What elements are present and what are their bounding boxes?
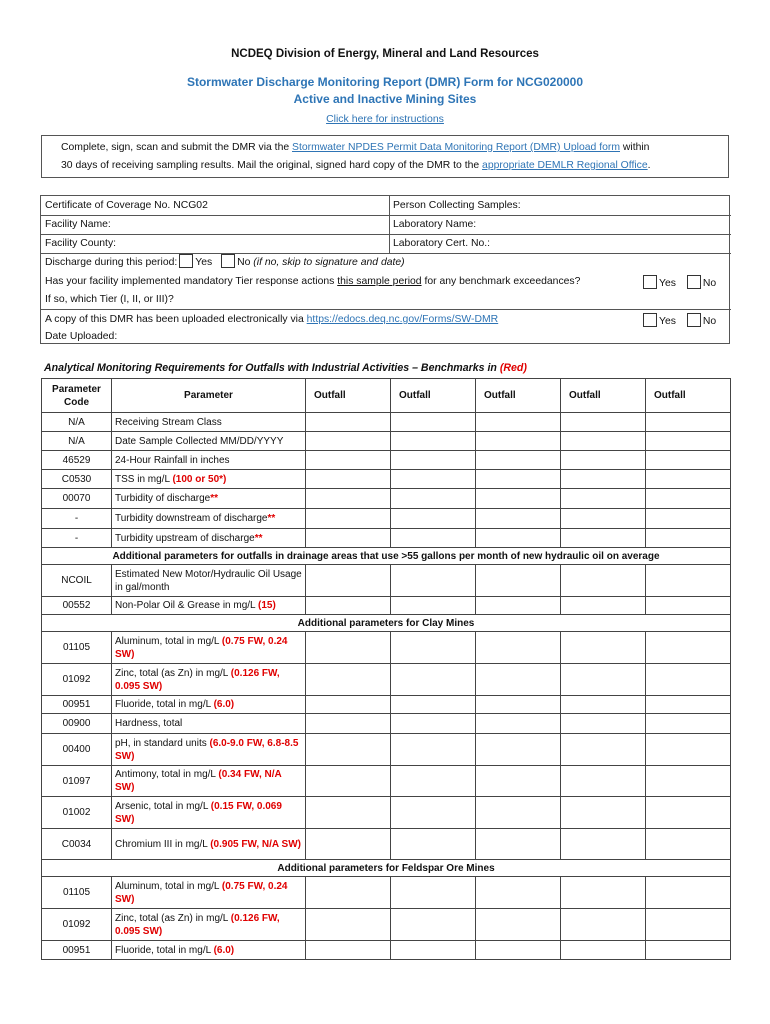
outfall-input-cell[interactable] (646, 797, 731, 829)
outfall-input-cell[interactable] (391, 696, 476, 714)
outfall-input-cell[interactable] (561, 489, 646, 509)
lab-name-field[interactable]: Laboratory Name: (389, 215, 731, 234)
instructions-link-row (0, 113, 770, 125)
outfall-input-cell[interactable] (561, 877, 646, 909)
benchmark-value: (0.905 FW, N/A SW) (210, 838, 301, 850)
outfall-input-cell[interactable] (561, 451, 646, 470)
parameter-label: Turbidity of discharge (115, 493, 211, 504)
outfall-input-cell[interactable] (391, 829, 476, 860)
table-row (42, 470, 731, 489)
parameter-name (112, 766, 306, 797)
outfall-input-cell[interactable] (476, 413, 561, 432)
outfall-input-cell[interactable] (306, 696, 391, 714)
outfall-input-cell[interactable] (476, 509, 561, 529)
facility-info-box (40, 195, 730, 344)
outfall-input-cell[interactable] (561, 941, 646, 960)
outfall-input-cell[interactable] (561, 766, 646, 797)
parameter-name (112, 714, 306, 734)
outfall-input-cell[interactable] (561, 509, 646, 529)
outfall-input-cell[interactable] (561, 529, 646, 548)
outfall-input-cell[interactable] (306, 877, 391, 909)
parameter-label: 24-Hour Rainfall in inches (115, 454, 230, 466)
parameter-name (112, 529, 306, 548)
subheading-feldspar-mines: Additional parameters for Feldspar Ore Mines (42, 860, 731, 877)
outfall-input-cell[interactable] (561, 664, 646, 696)
parameter-label: Aluminum, total in mg/L (115, 880, 222, 892)
table-row (42, 877, 731, 909)
outfall-input-cell[interactable] (646, 766, 731, 797)
outfall-input-cell[interactable] (476, 829, 561, 860)
outfall-input-cell[interactable] (391, 714, 476, 734)
upload-yes-no (641, 313, 716, 328)
parameter-name (112, 413, 306, 432)
outfall-input-cell[interactable] (476, 489, 561, 509)
outfall-input-cell[interactable] (391, 529, 476, 548)
discharge-label: Discharge during this period: (45, 257, 178, 268)
upload-text: A copy of this DMR has been uploaded electronically via (45, 314, 307, 325)
header-outfall: Outfall (476, 379, 561, 413)
outfall-input-cell[interactable] (476, 696, 561, 714)
coc-field[interactable]: Certificate of Coverage No. NCG02 (45, 200, 208, 211)
parameter-code: 46529 (42, 451, 112, 470)
outfall-input-cell[interactable] (646, 664, 731, 696)
outfall-input-cell[interactable] (391, 413, 476, 432)
header-outfall: Outfall (391, 379, 476, 413)
outfall-input-cell[interactable] (476, 877, 561, 909)
outfall-input-cell[interactable] (561, 413, 646, 432)
discharge-no-label: No (237, 257, 251, 268)
parameter-code: 01105 (42, 877, 112, 909)
parameter-name (112, 797, 306, 829)
table-row (42, 632, 731, 664)
outfall-input-cell[interactable] (476, 797, 561, 829)
outfall-input-cell[interactable] (391, 509, 476, 529)
parameter-code: 01092 (42, 664, 112, 696)
parameter-name (112, 451, 306, 470)
discharge-note: (if no, skip to signature and date) (253, 257, 405, 268)
outfall-input-cell[interactable] (391, 797, 476, 829)
parameter-label: Zinc, total (as Zn) in mg/L (115, 667, 231, 679)
header-outfall: Outfall (561, 379, 646, 413)
outfall-input-cell[interactable] (306, 941, 391, 960)
parameter-code: 00900 (42, 714, 112, 734)
subheading-feldspar-mines-row (42, 860, 731, 877)
tier-which-field[interactable]: If so, which Tier (I, II, or III)? (45, 294, 174, 305)
outfall-input-cell[interactable] (306, 829, 391, 860)
parameter-name (112, 597, 306, 615)
header-outfall: Outfall (646, 379, 731, 413)
table-row (42, 734, 731, 766)
outfall-input-cell[interactable] (306, 565, 391, 597)
tier-question-row (41, 272, 731, 291)
outfall-input-cell[interactable] (391, 734, 476, 766)
parameter-label: Turbidity upstream of discharge (115, 532, 255, 544)
upload-yes-checkbox[interactable] (643, 313, 657, 327)
dmr-upload-form-link[interactable]: Stormwater NPDES Permit Data Monitoring Report (DMR) Upload form (292, 142, 620, 153)
outfall-input-cell[interactable] (306, 597, 391, 615)
benchmark-value: (0.15 FW, 0.069 SW) (115, 800, 282, 825)
parameter-name (112, 489, 306, 509)
outfall-input-cell[interactable] (561, 632, 646, 664)
section-title-text: Analytical Monitoring Requirements for Outfalls with Industrial Activities – Benchmarks in (44, 362, 500, 374)
outfall-input-cell[interactable] (561, 565, 646, 597)
outfall-input-cell[interactable] (391, 632, 476, 664)
parameter-label: Non-Polar Oil & Grease in mg/L (115, 600, 259, 611)
outfall-input-cell[interactable] (391, 432, 476, 451)
parameter-code: N/A (42, 413, 112, 432)
parameter-code: NCOIL (42, 565, 112, 597)
facility-name-field[interactable]: Facility Name: (45, 219, 111, 230)
outfall-input-cell[interactable] (646, 597, 731, 615)
parameter-label: Antimony, total in mg/L (115, 769, 219, 780)
instructions-text-3: 30 days of receiving sampling results. Mail the original, signed hard copy of the DMR to the (61, 160, 483, 171)
outfall-input-cell[interactable] (306, 451, 391, 470)
analytical-section-title (44, 362, 527, 374)
outfall-input-cell[interactable] (561, 696, 646, 714)
agency-heading: NCDEQ Division of Energy, Mineral and Land Resources (231, 48, 539, 60)
subheading-hydraulic-oil: Additional parameters for outfalls in drainage areas that use >55 gallons per month of new hydraulic oil on average (42, 548, 731, 565)
instructions-link[interactable]: Click here for instructions (326, 113, 444, 125)
table-row (42, 797, 731, 829)
discharge-no-checkbox[interactable] (221, 254, 235, 268)
outfall-input-cell[interactable] (306, 470, 391, 489)
parameter-code: 00070 (42, 489, 112, 509)
parameter-code: 00552 (42, 597, 112, 615)
outfall-input-cell[interactable] (561, 714, 646, 734)
parameter-label: Date Sample Collected MM/DD/YYYY (115, 435, 284, 447)
outfall-input-cell[interactable] (646, 489, 731, 509)
parameter-name (112, 829, 306, 860)
outfall-input-cell[interactable] (561, 797, 646, 829)
lab-cert-field[interactable]: Laboratory Cert. No.: (389, 234, 731, 253)
outfall-input-cell[interactable] (306, 509, 391, 529)
table-row (42, 597, 731, 615)
table-row (42, 413, 731, 432)
benchmark-value: (0.34 FW, N/A SW) (115, 769, 282, 793)
discharge-yes-label: Yes (195, 257, 213, 268)
parameter-name (112, 509, 306, 529)
edocs-link[interactable]: https://edocs.deq.nc.gov/Forms/SW-DMR (306, 314, 499, 325)
outfall-input-cell[interactable] (646, 696, 731, 714)
form-title-line1: Stormwater Discharge Monitoring Report (DMR) Form for NCG020000 (186, 75, 584, 89)
instructions-text-4: . (647, 160, 651, 171)
subheading-clay-mines: Additional parameters for Clay Mines (42, 615, 731, 632)
instructions-text-2: within (620, 142, 650, 153)
table-row (42, 696, 731, 714)
outfall-input-cell[interactable] (646, 529, 731, 548)
outfall-input-cell[interactable] (476, 632, 561, 664)
parameter-code: - (42, 509, 112, 529)
header-parameter: Parameter (112, 379, 306, 413)
form-title (0, 74, 770, 108)
benchmark-value: (0.75 FW, 0.24 SW) (115, 880, 288, 905)
table-row (42, 489, 731, 509)
outfall-input-cell[interactable] (561, 909, 646, 941)
tier-no-checkbox[interactable] (687, 275, 701, 289)
parameter-code: C0034 (42, 829, 112, 860)
outfall-input-cell[interactable] (391, 941, 476, 960)
regional-office-link[interactable]: appropriate DEMLR Regional Office (482, 160, 648, 171)
outfall-input-cell[interactable] (561, 829, 646, 860)
date-uploaded-field[interactable]: Date Uploaded: (45, 331, 118, 342)
parameter-code: 01092 (42, 909, 112, 941)
benchmark-value: (100 or 50*) (172, 473, 227, 485)
instructions-text-1: Complete, sign, scan and submit the DMR via the (61, 142, 293, 153)
outfall-input-cell[interactable] (306, 734, 391, 766)
outfall-input-cell[interactable] (391, 470, 476, 489)
benchmark-value: (6.0) (213, 944, 235, 956)
benchmark-value: (0.126 FW, 0.095 SW) (115, 912, 280, 937)
outfall-input-cell[interactable] (561, 734, 646, 766)
parameter-name (112, 470, 306, 489)
parameter-label: TSS in mg/L (115, 473, 173, 485)
subheading-hydraulic-oil-row (42, 548, 731, 565)
monitoring-table (41, 378, 731, 960)
outfall-input-cell[interactable] (646, 829, 731, 860)
parameter-name (112, 909, 306, 941)
parameter-label: Chromium III in mg/L (115, 838, 211, 850)
subheading-clay-mines-row (42, 615, 731, 632)
outfall-input-cell[interactable] (391, 664, 476, 696)
tier-yes-checkbox[interactable] (643, 275, 657, 289)
parameter-name (112, 877, 306, 909)
parameter-label: Zinc, total (as Zn) in mg/L (115, 912, 231, 924)
benchmark-value: ** (254, 532, 263, 544)
table-row (42, 829, 731, 860)
tier-question-text-end: for any benchmark exceedances? (421, 276, 581, 287)
outfall-input-cell[interactable] (391, 489, 476, 509)
parameter-name (112, 565, 306, 597)
outfall-input-cell[interactable] (306, 766, 391, 797)
table-row (42, 714, 731, 734)
benchmark-value: (6.0-9.0 FW, 6.8-8.5 SW) (115, 737, 299, 762)
table-row (42, 432, 731, 451)
outfall-input-cell[interactable] (476, 941, 561, 960)
table-row (42, 509, 731, 529)
outfall-input-cell[interactable] (646, 509, 731, 529)
parameter-name (112, 664, 306, 696)
parameter-label: Hardness, total (115, 718, 183, 729)
tier-question-underlined: this sample period (337, 276, 422, 287)
discharge-row (41, 253, 731, 272)
outfall-input-cell[interactable] (646, 877, 731, 909)
table-row (42, 565, 731, 597)
parameter-label: Fluoride, total in mg/L (115, 699, 214, 710)
parameter-code: - (42, 529, 112, 548)
upload-no-checkbox[interactable] (687, 313, 701, 327)
outfall-input-cell[interactable] (646, 451, 731, 470)
upload-no-label: No (702, 316, 717, 327)
parameter-name (112, 432, 306, 451)
outfall-input-cell[interactable] (391, 877, 476, 909)
table-row (42, 909, 731, 941)
discharge-yes-checkbox[interactable] (179, 254, 193, 268)
parameter-code: N/A (42, 432, 112, 451)
parameter-code: 01002 (42, 797, 112, 829)
parameter-code: 00951 (42, 696, 112, 714)
header-outfall: Outfall (306, 379, 391, 413)
parameter-label: Turbidity downstream of discharge (115, 513, 268, 524)
parameter-label: Receiving Stream Class (115, 416, 222, 428)
tier-yes-label: Yes (659, 278, 676, 289)
parameter-label: pH, in standard units (115, 737, 210, 749)
outfall-input-cell[interactable] (646, 714, 731, 734)
facility-county-field[interactable]: Facility County: (45, 238, 117, 249)
outfall-input-cell[interactable] (306, 909, 391, 941)
outfall-input-cell[interactable] (646, 941, 731, 960)
parameter-code: 01105 (42, 632, 112, 664)
table-row (42, 664, 731, 696)
outfall-input-cell[interactable] (561, 432, 646, 451)
table-row (42, 529, 731, 548)
outfall-input-cell[interactable] (476, 664, 561, 696)
benchmark-value: (0.75 FW, 0.24 SW) (115, 635, 288, 660)
table-row (42, 941, 731, 960)
parameter-name (112, 941, 306, 960)
outfall-input-cell[interactable] (306, 664, 391, 696)
person-collecting-field[interactable]: Person Collecting Samples: (389, 196, 731, 215)
outfall-input-cell[interactable] (561, 597, 646, 615)
parameter-name (112, 696, 306, 714)
outfall-input-cell[interactable] (646, 432, 731, 451)
parameter-name (112, 734, 306, 766)
tier-yes-no (641, 275, 716, 290)
parameter-label: Estimated New Motor/Hydraulic Oil Usage in gal/month (115, 568, 302, 593)
outfall-input-cell[interactable] (391, 565, 476, 597)
outfall-input-cell[interactable] (476, 766, 561, 797)
outfall-input-cell[interactable] (476, 529, 561, 548)
outfall-input-cell[interactable] (561, 470, 646, 489)
outfall-input-cell[interactable] (476, 734, 561, 766)
outfall-input-cell[interactable] (306, 529, 391, 548)
tier-question-text: Has your facility implemented mandatory Tier response actions (45, 276, 338, 287)
parameter-label: Fluoride, total in mg/L (115, 944, 214, 956)
outfall-input-cell[interactable] (391, 909, 476, 941)
outfall-input-cell[interactable] (476, 470, 561, 489)
outfall-input-cell[interactable] (391, 766, 476, 797)
benchmark-value: (0.126 FW, 0.095 SW) (115, 667, 280, 692)
outfall-input-cell[interactable] (306, 489, 391, 509)
instructions-box (41, 135, 729, 178)
parameter-code: 01097 (42, 766, 112, 797)
outfall-input-cell[interactable] (646, 470, 731, 489)
outfall-input-cell[interactable] (646, 734, 731, 766)
header-parameter-code: Parameter Code (42, 379, 112, 413)
outfall-input-cell[interactable] (476, 714, 561, 734)
parameter-code: 00951 (42, 941, 112, 960)
outfall-input-cell[interactable] (476, 565, 561, 597)
parameter-label: Arsenic, total in mg/L (115, 800, 211, 812)
table-row (42, 451, 731, 470)
outfall-input-cell[interactable] (646, 413, 731, 432)
outfall-input-cell[interactable] (476, 451, 561, 470)
benchmark-value: (6.0) (213, 699, 235, 710)
outfall-input-cell[interactable] (306, 413, 391, 432)
outfall-input-cell[interactable] (646, 565, 731, 597)
upload-yes-label: Yes (659, 316, 676, 327)
parameter-code: C0530 (42, 470, 112, 489)
section-title-red: (Red) (499, 362, 527, 374)
outfall-input-cell[interactable] (306, 797, 391, 829)
table-row (42, 766, 731, 797)
tier-no-label: No (702, 278, 717, 289)
table-header-row (42, 379, 731, 413)
form-title-line2: Active and Inactive Mining Sites (293, 92, 477, 106)
outfall-input-cell[interactable] (391, 451, 476, 470)
outfall-input-cell[interactable] (476, 909, 561, 941)
outfall-input-cell[interactable] (646, 909, 731, 941)
outfall-input-cell[interactable] (306, 714, 391, 734)
benchmark-value: ** (267, 513, 276, 524)
benchmark-value: (15) (258, 600, 276, 611)
outfall-input-cell[interactable] (306, 432, 391, 451)
outfall-input-cell[interactable] (476, 597, 561, 615)
parameter-label: Aluminum, total in mg/L (115, 635, 222, 647)
outfall-input-cell[interactable] (646, 632, 731, 664)
benchmark-value: ** (210, 493, 219, 504)
parameter-name (112, 632, 306, 664)
outfall-input-cell[interactable] (391, 597, 476, 615)
outfall-input-cell[interactable] (476, 432, 561, 451)
outfall-input-cell[interactable] (306, 632, 391, 664)
parameter-code: 00400 (42, 734, 112, 766)
